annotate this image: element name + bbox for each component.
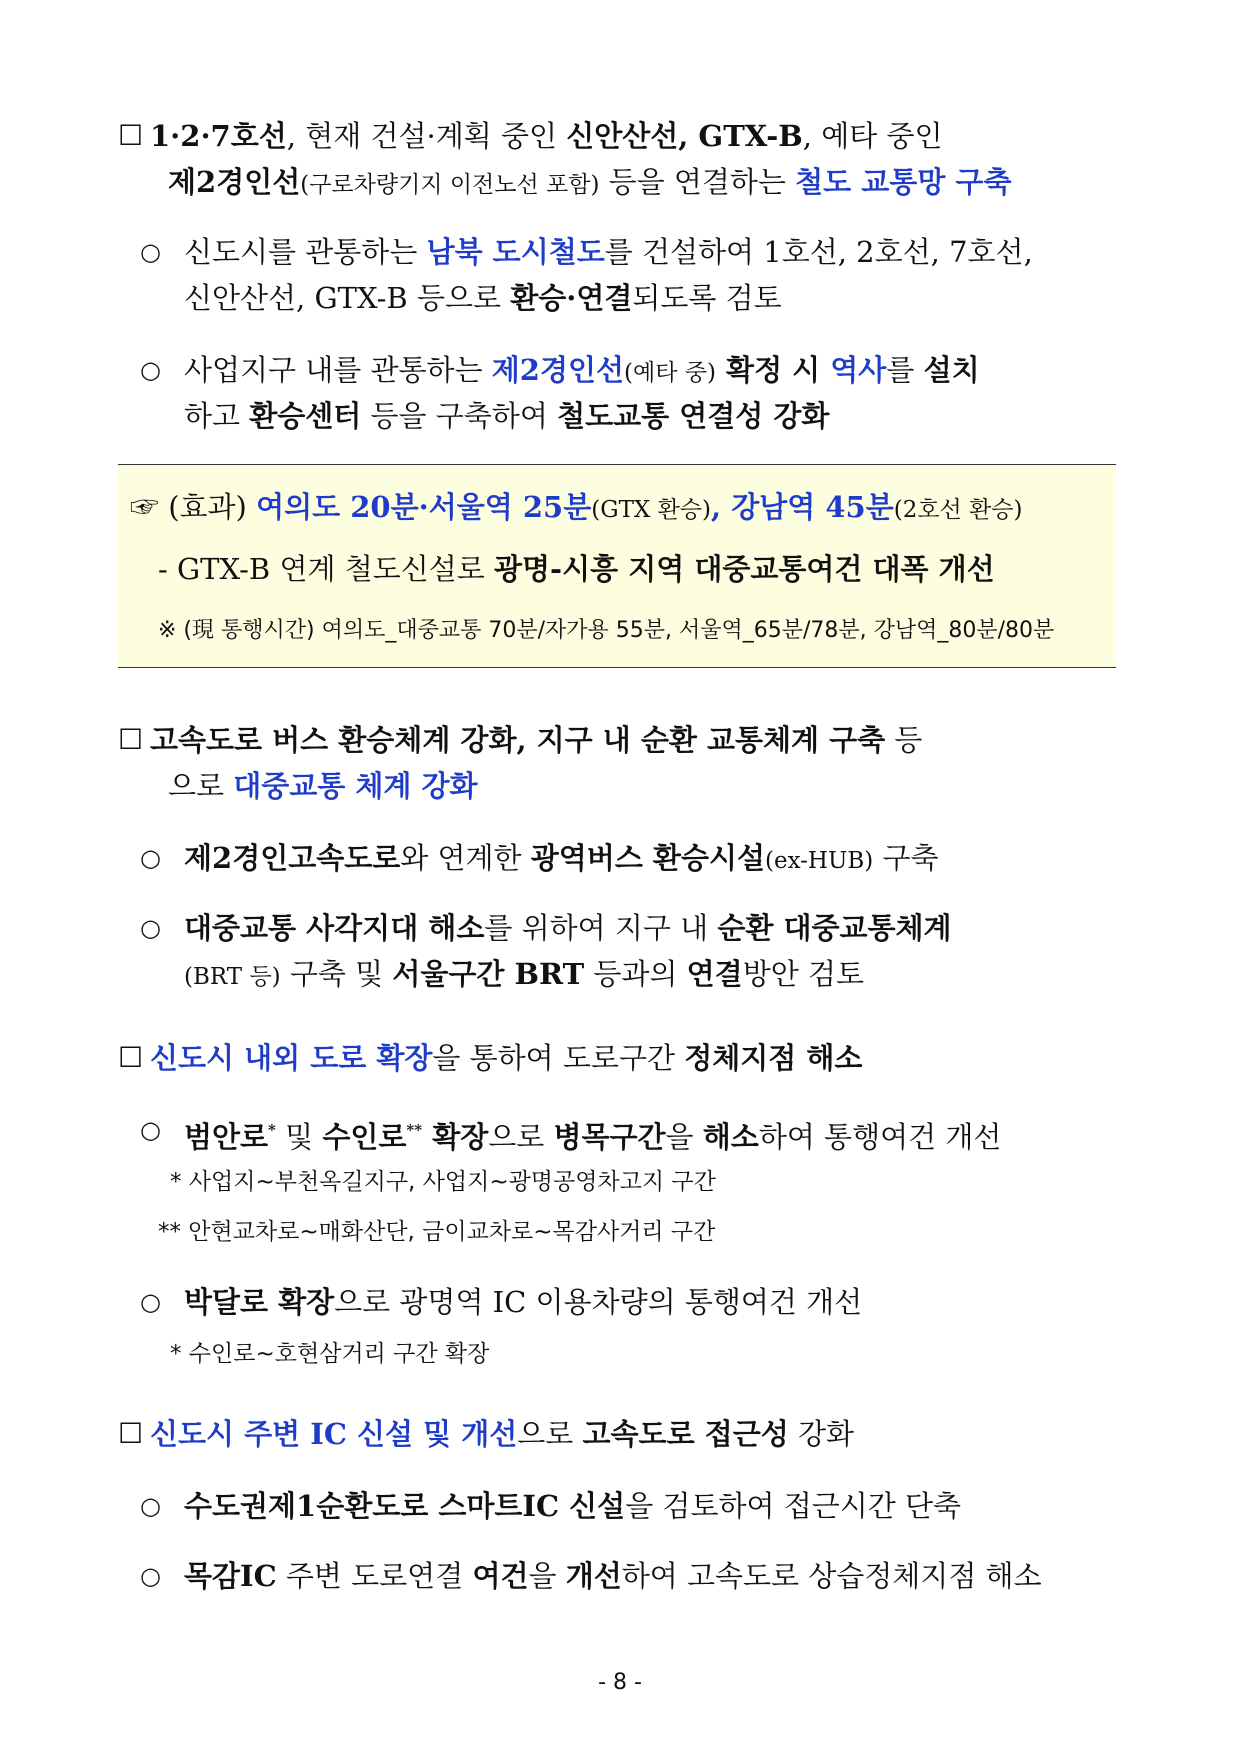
text-run: 으로 광명역 IC 이용차량의 통행여건 개선 bbox=[334, 1285, 863, 1319]
text-run: 제2경인선 bbox=[491, 353, 625, 387]
text-run: * bbox=[268, 1121, 276, 1139]
bullet-line bbox=[184, 232, 1033, 272]
text-run: 여건 bbox=[472, 1559, 529, 1593]
text-run: 서울구간 BRT bbox=[392, 957, 585, 991]
effect-box bbox=[118, 464, 1116, 668]
text-run: 해소 bbox=[702, 1120, 759, 1154]
text-run: 및 bbox=[275, 1120, 323, 1154]
text-run: 신도시 주변 IC 신설 및 개선 bbox=[150, 1417, 518, 1451]
section2-heading-line2 bbox=[168, 766, 478, 806]
text-run: 을 bbox=[665, 1120, 703, 1154]
bullet-line bbox=[184, 1110, 1001, 1157]
text-run: 신도시를 관통하는 bbox=[184, 235, 427, 269]
text-run: 방안 검토 bbox=[742, 957, 864, 991]
section1-heading-line1 bbox=[150, 116, 943, 156]
bullet-circle-icon: ○ bbox=[140, 1492, 161, 1520]
text-run: 을 통하여 도로구간 bbox=[432, 1041, 685, 1075]
checkbox-square-icon: ☐ bbox=[118, 1417, 144, 1450]
bullet-line bbox=[184, 954, 864, 997]
bullet-line bbox=[184, 1282, 862, 1322]
footnote: ** 안현교차로~매화산단, 금이교차로~목감사거리 구간 bbox=[158, 1219, 716, 1245]
bullet-circle-icon: ○ bbox=[140, 356, 161, 384]
text-run: 사업지구 내를 관통하는 bbox=[184, 353, 492, 387]
text-run: 신안산선, GTX-B 등으로 bbox=[184, 281, 511, 315]
section4-heading bbox=[150, 1414, 854, 1454]
text-run: 신도시 내외 도로 확장 bbox=[150, 1041, 433, 1075]
text-run: 여의도 20분·서울역 25분 bbox=[256, 490, 592, 524]
text-run: 을 검토하여 접근시간 단축 bbox=[625, 1489, 962, 1523]
text-run: 역사 bbox=[830, 353, 887, 387]
text-run: 등을 연결하는 bbox=[599, 165, 796, 199]
text-run: 구축 bbox=[873, 841, 939, 875]
text-run: 강화 bbox=[788, 1417, 854, 1451]
text-run: 광명-시흥 지역 대중교통여건 대폭 개선 bbox=[494, 552, 995, 586]
text-run: 를 건설하여 1호선, 2호선, 7호선, bbox=[604, 235, 1033, 269]
text-run: 연결 bbox=[686, 957, 743, 991]
text-run: 등과의 bbox=[584, 957, 687, 991]
checkbox-square-icon: ☐ bbox=[118, 1041, 144, 1074]
text-run: 와 연계한 bbox=[400, 841, 531, 875]
text-run: 수인로 bbox=[322, 1120, 407, 1154]
effect-line1 bbox=[130, 487, 1022, 530]
bullet-circle-icon: ○ bbox=[140, 914, 161, 942]
text-run: 제2경인선 bbox=[168, 165, 301, 199]
text-run: - GTX-B 연계 철도신설로 bbox=[158, 552, 495, 586]
text-run: 정체지점 해소 bbox=[684, 1041, 863, 1075]
text-run: ☞ (효과) bbox=[130, 490, 257, 524]
text-run: 대중교통 사각지대 해소 bbox=[184, 911, 485, 945]
text-run: 구축 및 bbox=[280, 957, 393, 991]
text-run: 등 bbox=[885, 723, 923, 757]
text-run: 제2경인고속도로 bbox=[184, 841, 401, 875]
text-run: , 현재 건설·계획 중인 bbox=[286, 119, 567, 153]
bullet-circle-icon: ○ bbox=[140, 1288, 161, 1316]
bullet-line bbox=[184, 278, 782, 318]
bullet-line bbox=[184, 1556, 1042, 1596]
bullet-circle-icon: ○ bbox=[140, 844, 161, 872]
text-run: 신안산선, GTX-B bbox=[566, 119, 803, 153]
bullet-circle-icon: ○ bbox=[140, 238, 161, 266]
bullet-line bbox=[184, 396, 829, 436]
text-run: 를 bbox=[886, 353, 924, 387]
text-run: 강남역 45분 bbox=[731, 490, 894, 524]
page-number: - 8 - bbox=[598, 1670, 642, 1695]
text-run: 으로 bbox=[517, 1417, 583, 1451]
text-run: 병목구간 bbox=[553, 1120, 666, 1154]
text-run: 되도록 검토 bbox=[632, 281, 782, 315]
text-run: 주변 도로연결 bbox=[276, 1559, 473, 1593]
footnote: * 수인로~호현삼거리 구간 확장 bbox=[170, 1341, 490, 1367]
text-run: (BRT 등) bbox=[184, 964, 281, 990]
text-run: 개선 bbox=[565, 1559, 622, 1593]
text-run: 목감IC bbox=[184, 1559, 277, 1593]
text-run: 철도 교통망 구축 bbox=[795, 165, 1012, 199]
text-run: (예타 중) bbox=[624, 360, 716, 386]
text-run: 철도교통 연결성 강화 bbox=[557, 399, 830, 433]
text-run: (구로차량기지 이전노선 포함) bbox=[300, 172, 600, 198]
text-run: 수도권제1순환도로 스마트IC 신설 bbox=[184, 1489, 626, 1523]
text-run: (2호선 환승) bbox=[893, 497, 1023, 523]
text-run: , 예타 중인 bbox=[802, 119, 943, 153]
text-run: 으로 bbox=[168, 769, 234, 803]
text-run: 박달로 확장 bbox=[184, 1285, 335, 1319]
text-run: 고속도로 버스 환승체계 강화, 지구 내 순환 교통체계 구축 bbox=[150, 723, 886, 757]
text-run: 하고 bbox=[184, 399, 250, 433]
bullet-line bbox=[184, 908, 952, 948]
text-run: 를 위하여 지구 내 bbox=[484, 911, 718, 945]
checkbox-square-icon: ☐ bbox=[118, 119, 144, 152]
text-run: 범안로 bbox=[184, 1120, 269, 1154]
bullet-circle-icon: ○ bbox=[140, 1116, 161, 1144]
bullet-line bbox=[184, 838, 939, 881]
section3-heading bbox=[150, 1038, 862, 1078]
text-run: 하여 고속도로 상습정체지점 해소 bbox=[621, 1559, 1042, 1593]
text-run: 확장 bbox=[422, 1120, 489, 1154]
footnote: * 사업지~부천옥길지구, 사업지~광명공영차고지 구간 bbox=[170, 1169, 716, 1195]
text-run: , bbox=[711, 490, 732, 524]
text-run: (ex-HUB) bbox=[765, 848, 874, 874]
text-run: (GTX 환승) bbox=[591, 497, 711, 523]
effect-line2 bbox=[158, 549, 995, 589]
text-run: 순환 대중교통체계 bbox=[717, 911, 952, 945]
bullet-circle-icon: ○ bbox=[140, 1562, 161, 1590]
text-run: 을 bbox=[528, 1559, 566, 1593]
text-run: 설치 bbox=[923, 353, 980, 387]
bullet-line bbox=[184, 1486, 961, 1526]
text-run: 광역버스 환승시설 bbox=[530, 841, 765, 875]
section1-heading-line2 bbox=[168, 162, 1011, 205]
checkbox-square-icon: ☐ bbox=[118, 723, 144, 756]
text-run: 1·2·7호선 bbox=[150, 119, 287, 153]
text-run: 으로 bbox=[488, 1120, 554, 1154]
bullet-line bbox=[184, 350, 980, 393]
effect-note: ※ (現 통행시간) 여의도_대중교통 70분/자가용 55분, 서울역_65분/78분, 강남역_80분/80분 bbox=[158, 618, 1055, 643]
text-run: 대중교통 체계 강화 bbox=[233, 769, 478, 803]
text-run: 하여 통행여건 개선 bbox=[758, 1120, 1002, 1154]
text-run: 남북 도시철도 bbox=[426, 235, 605, 269]
text-run: 등을 구축하여 bbox=[361, 399, 558, 433]
text-run: 고속도로 접근성 bbox=[582, 1417, 789, 1451]
text-run: ** bbox=[406, 1121, 423, 1139]
section2-heading-line1 bbox=[150, 720, 922, 760]
text-run: 확정 시 bbox=[715, 353, 831, 387]
text-run: 환승센터 bbox=[249, 399, 362, 433]
text-run: 환승·연결 bbox=[510, 281, 633, 315]
